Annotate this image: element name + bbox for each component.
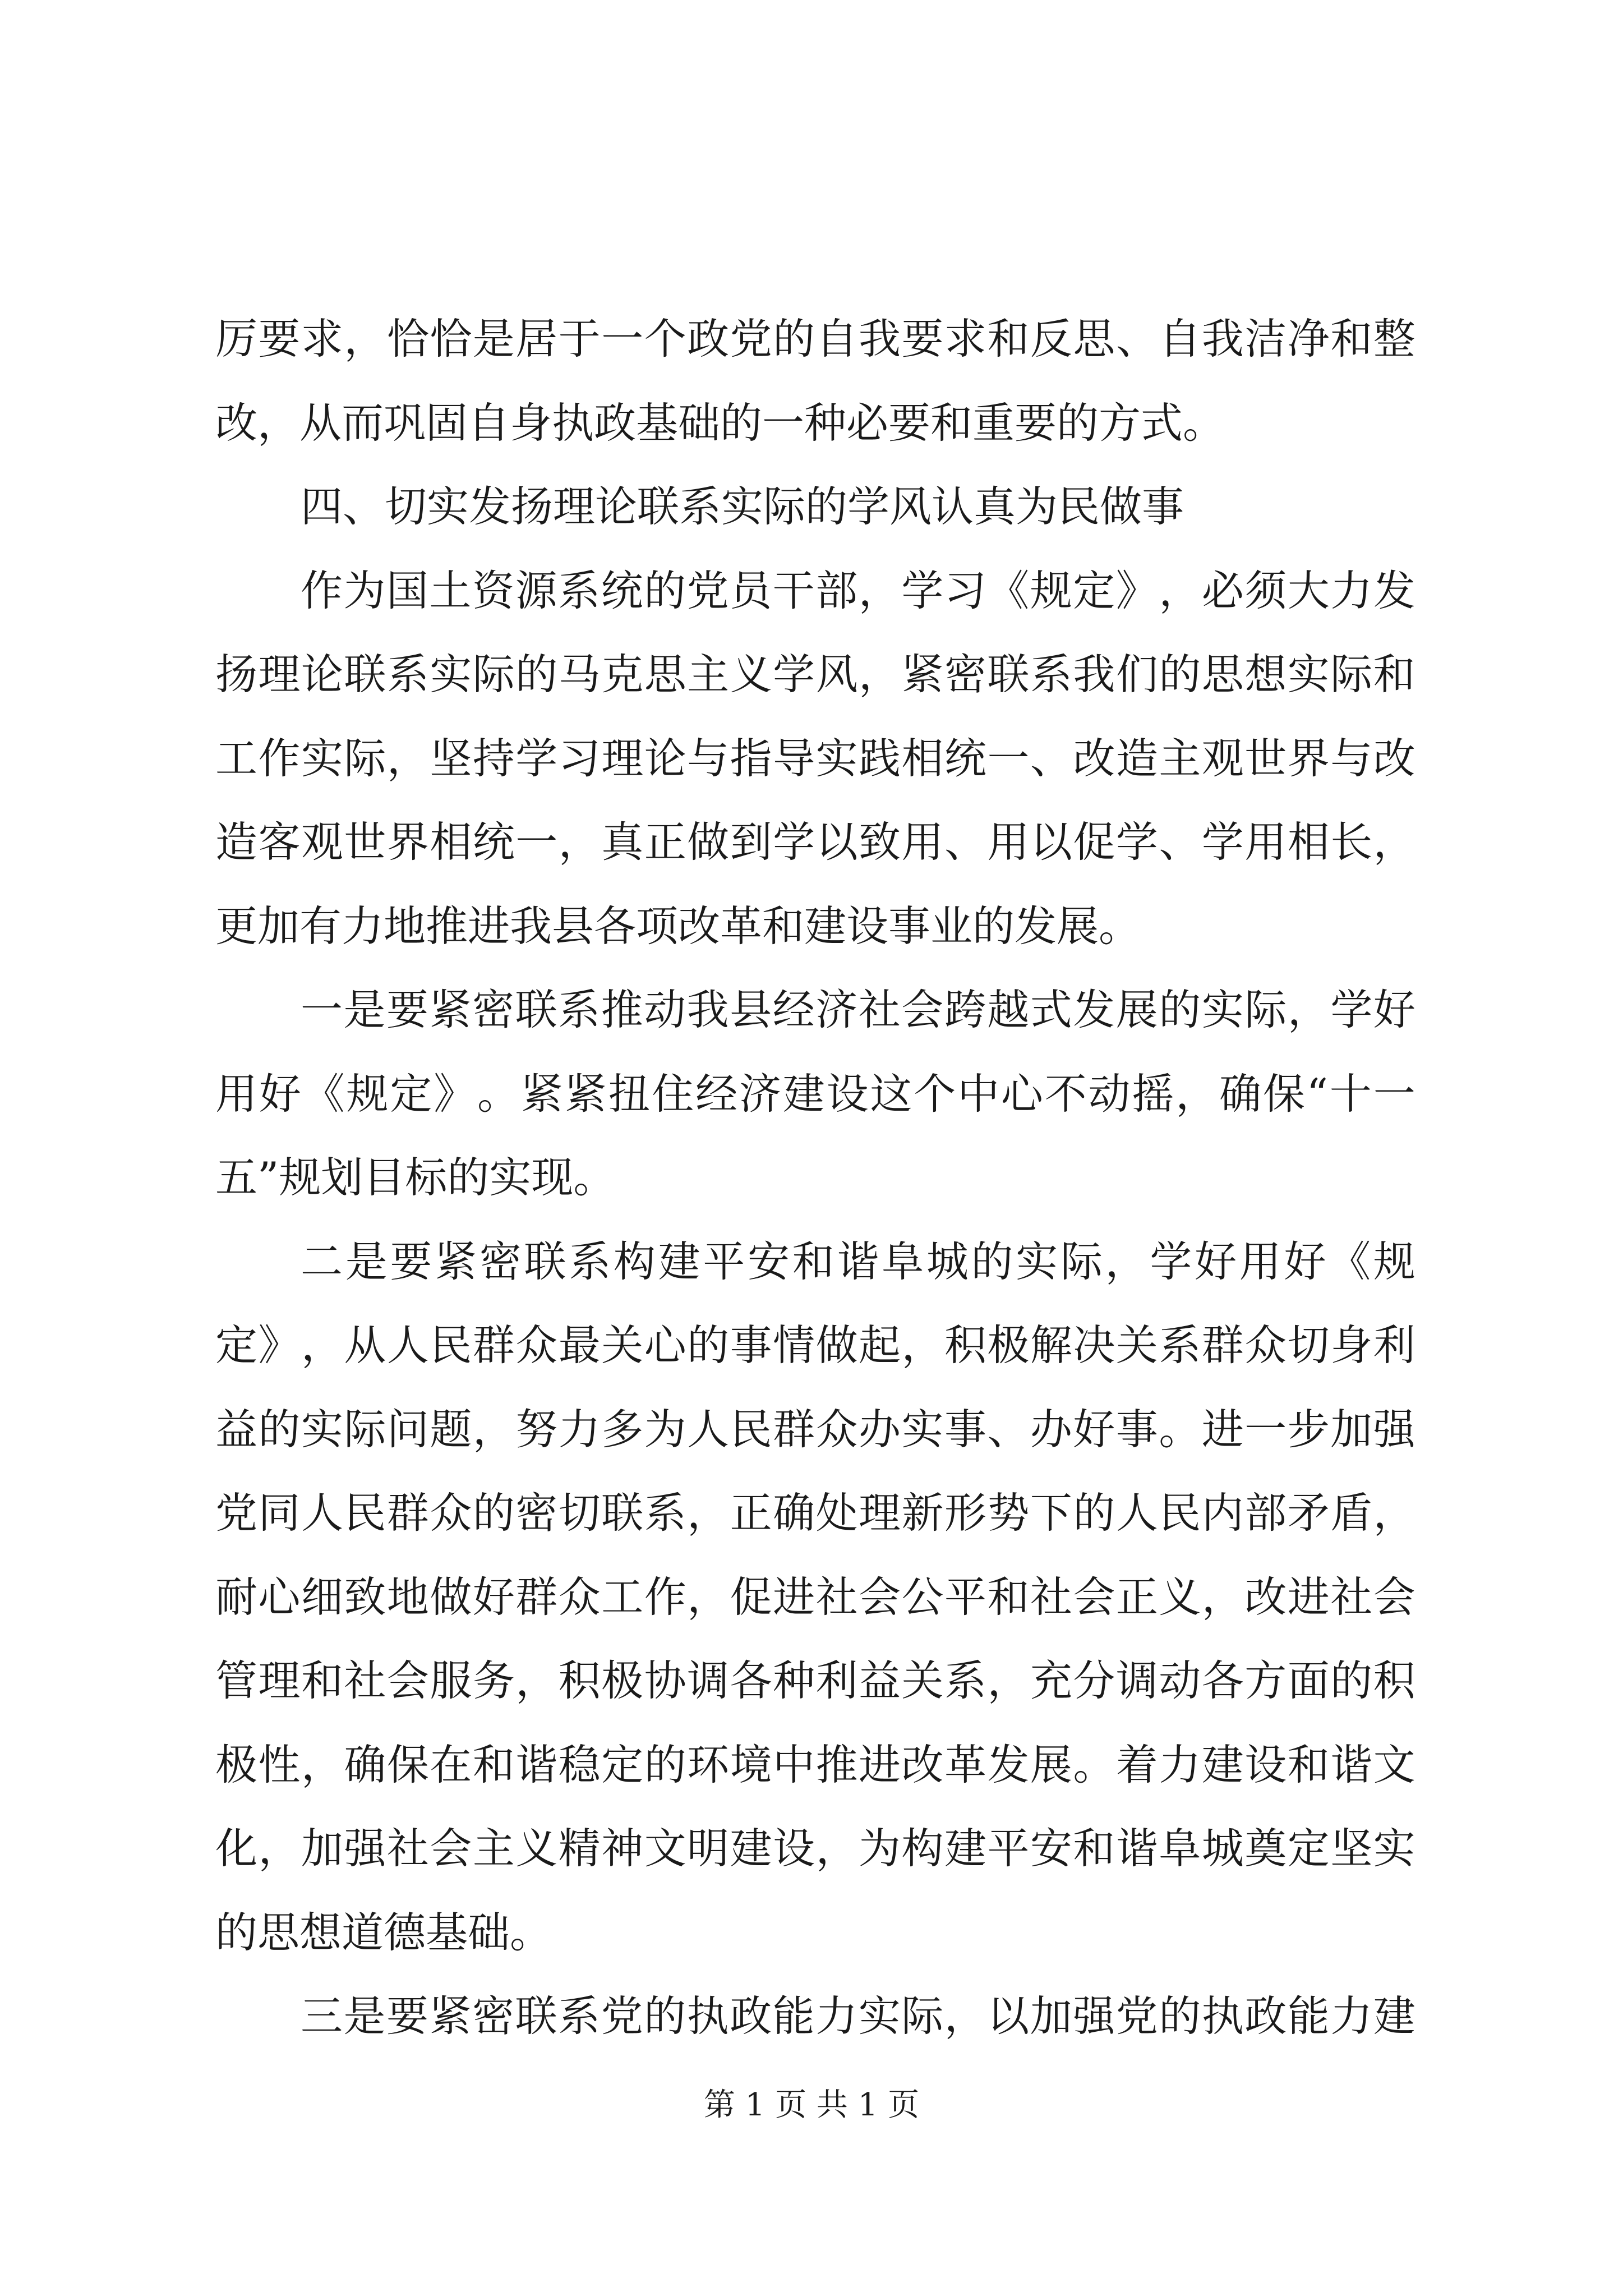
line-text: 造 客 观 世 界 相 统 一 ， 真 正 做 到 学 以 致 用 、 用 以 促 学 、 学 用 相 长 ， bbox=[215, 817, 1415, 867]
paragraph-line bbox=[215, 1052, 1415, 1137]
paragraph-line bbox=[215, 968, 1415, 1052]
paragraph-line bbox=[215, 1807, 1415, 1891]
paragraph-line bbox=[215, 717, 1415, 801]
line-text: 定 》 ， 从 人 民 群 众 最 关 心 的 事 情 做 起 ， 积 极 解 决 关 系 群 众 切 身 利 bbox=[215, 1320, 1415, 1370]
line-text: 更加有力地推进我县各项改革和建设事业的发展。 bbox=[215, 901, 1141, 951]
line-text: 扬 理 论 联 系 实 际 的 马 克 思 主 义 学 风 ， 紧 密 联 系 我 们 的 思 想 实 际 和 bbox=[215, 650, 1415, 699]
line-text: 化 ， 加 强 社 会 主 义 精 神 文 明 建 设 ， 为 构 建 平 安 和 谐 阜 城 奠 定 坚 实 bbox=[215, 1824, 1415, 1873]
paragraph-line bbox=[215, 885, 1415, 969]
line-text: 益 的 实 际 问 题 ， 努 力 多 为 人 民 群 众 办 实 事 、 办 好 事 。 进 一 步 加 强 bbox=[215, 1404, 1415, 1454]
line-text: 五”规划目标的实现。 bbox=[215, 1153, 616, 1202]
line-text: 管 理 和 社 会 服 务 ， 积 极 协 调 各 种 利 益 关 系 ， 充 分 调 动 各 方 面 的 积 bbox=[215, 1656, 1415, 1705]
paragraph-line bbox=[215, 1723, 1415, 1807]
paragraph-line bbox=[215, 381, 1415, 466]
paragraph-line bbox=[215, 1388, 1415, 1472]
paragraph-line bbox=[215, 1136, 1415, 1220]
heading-text: 四、切实发扬理论联系实际的学风认真为民做事 bbox=[301, 482, 1184, 531]
paragraph-line bbox=[215, 1556, 1415, 1640]
paragraph-line bbox=[215, 1891, 1415, 1975]
paragraph-line bbox=[215, 1220, 1415, 1304]
line-text: 二 是 要 紧 密 联 系 构 建 平 安 和 谐 阜 城 的 实 际 ， 学 好 用 好 《 规 bbox=[301, 1236, 1415, 1286]
line-text: 改，从而巩固自身执政基础的一种必要和重要的方式。 bbox=[215, 398, 1225, 448]
paragraph-line bbox=[215, 1975, 1415, 2059]
line-text: 耐 心 细 致 地 做 好 群 众 工 作 ， 促 进 社 会 公 平 和 社 会 正 义 ， 改 进 社 会 bbox=[215, 1572, 1415, 1622]
paragraph-line bbox=[215, 800, 1415, 885]
paragraph-line bbox=[215, 1304, 1415, 1388]
section-heading bbox=[215, 465, 1415, 549]
line-text: 党 同 人 民 群 众 的 密 切 联 系 ， 正 确 处 理 新 形 势 下 的 人 民 内 部 矛 盾 ， bbox=[215, 1488, 1415, 1538]
paragraph-line bbox=[215, 633, 1415, 717]
line-text: 厉 要 求 ， 恰 恰 是 居 于 一 个 政 党 的 自 我 要 求 和 反 思 、 自 我 洁 净 和 整 bbox=[215, 314, 1415, 364]
page-number-label: 第 1 页 共 1 页 bbox=[703, 2087, 920, 2123]
page-footer bbox=[0, 2086, 1623, 2125]
paragraph-line bbox=[215, 1639, 1415, 1723]
line-text: 三 是 要 紧 密 联 系 党 的 执 政 能 力 实 际 ， 以 加 强 党 的 执 政 能 力 建 bbox=[301, 1991, 1415, 2041]
line-text: 工 作 实 际 ， 坚 持 学 习 理 论 与 指 导 实 践 相 统 一 、 改 造 主 观 世 界 与 改 bbox=[215, 733, 1415, 783]
paragraph-line bbox=[215, 1471, 1415, 1556]
line-text: 的思想道德基础。 bbox=[215, 1907, 552, 1957]
paragraph-line bbox=[215, 549, 1415, 633]
line-text: 极 性 ， 确 保 在 和 谐 稳 定 的 环 境 中 推 进 改 革 发 展 。 着 力 建 设 和 谐 文 bbox=[215, 1740, 1415, 1789]
line-text: 用 好 《 规 定 》 。 紧 紧 扭 住 经 济 建 设 这 个 中 心 不 动 摇 ， 确 保 “ 十 一 bbox=[215, 1069, 1415, 1119]
line-text: 一 是 要 紧 密 联 系 推 动 我 县 经 济 社 会 跨 越 式 发 展 的 实 际 ， 学 好 bbox=[301, 985, 1415, 1034]
paragraph-line bbox=[215, 297, 1415, 381]
document-body bbox=[215, 297, 1415, 2059]
line-text: 作 为 国 土 资 源 系 统 的 党 员 干 部 ， 学 习 《 规 定 》 ， 必 须 大 力 发 bbox=[301, 565, 1415, 615]
